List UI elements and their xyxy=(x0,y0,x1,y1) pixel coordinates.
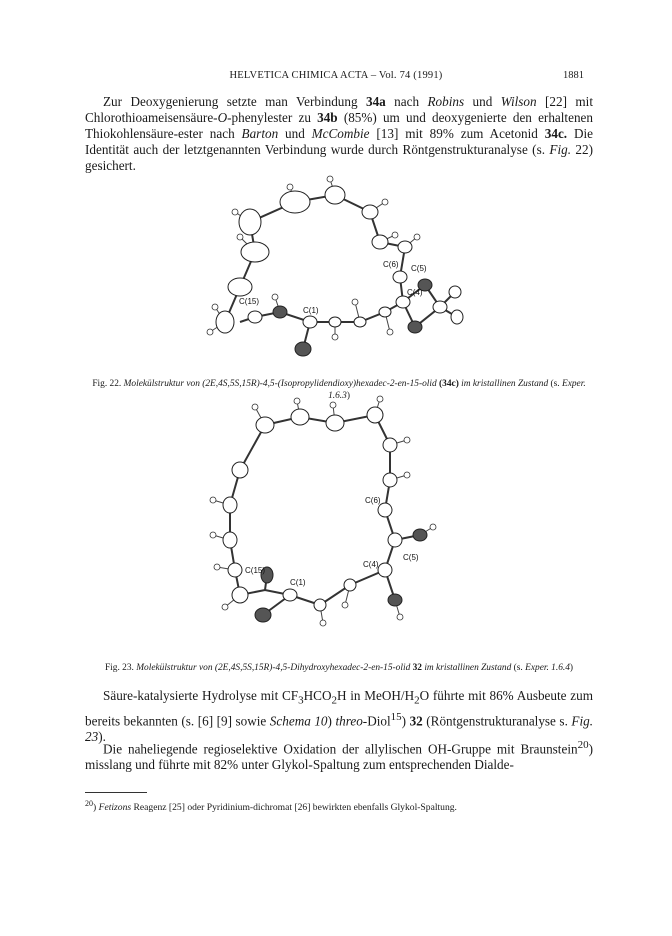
journal-running-title: HELVETICA CHIMICA ACTA – Vol. 74 (1991) xyxy=(229,70,443,81)
figure-23-molecular-structure xyxy=(185,395,505,650)
fig22-label-c6: C(6) xyxy=(383,260,399,269)
fig23-label-c4: C(4) xyxy=(363,560,379,569)
fig23-atoms xyxy=(223,407,427,622)
fig22-label-c4: C(4) xyxy=(407,288,423,297)
fig23-label-c6: C(6) xyxy=(365,496,381,505)
fig22-label-c1: C(1) xyxy=(303,306,319,315)
figure-23-caption: Fig. 23. Molekülstruktur von (2E,4S,5S,15R)-4,5-Dihydroxyhexadec-2-en-15-olid 32 im kristallinen Zustand (s. Exper. 1.6.4) xyxy=(104,663,574,673)
footnote-20: $^{20}$) Fetizons Reagenz [25] oder Pyridinium-dichromat [26] bewirkten ebenfalls Glykol-Spaltung. xyxy=(85,799,457,814)
figure-22-molecular-structure xyxy=(185,167,495,367)
paragraph-hydrolysis: Säure-katalysierte Hydrolyse mit $CF_3HCO_2H$ in MeOH/$H_2O$ führte mit 86% Ausbeute zum bereits bekannten (s. [6] [9] sowie Schema 10) threo-Diol$^{15}$) 32 (Röntgenstrukturanalyse s. Fig. 23). xyxy=(85,688,594,745)
fig23-label-c15: C(15) xyxy=(245,566,266,575)
fig23-label-c5: C(5) xyxy=(403,553,419,562)
page-number: 1881 xyxy=(563,70,584,81)
figure-22-caption: Fig. 22. Molekülstruktur von (2E,4S,5S,15R)-4,5-(Isopropylidendioxy)hexadec-2-en-15-olid (34c) im kristallinen Zustand (s. Exper. 1.6.3) xyxy=(92,379,586,401)
fig23-label-c1: C(1) xyxy=(290,578,306,587)
paragraph-deoxygenation: Zur Deoxygenierung setzte man Verbindung 34a nach Robins und Wilson [22] mit Chlorothioameisensäure-O-phenylester zu 34b (85%) um und deoxygenierte den erhaltenen Thiokohlensäure-ester nach Barton und McCombie [13] mit 89% zum Acetonid 34c. Die Identität auch der letztgenannten Verbindung wurde durch Röntgenstrukturanalyse (s. Fig. 22) gesichert. xyxy=(85,94,593,173)
running-header xyxy=(0,70,672,84)
paragraph-oxidation: Die naheliegende regioselektive Oxidation der allylischen OH-Gruppe mit Braunstein$^{20}$) misslang und führte mit 82% unter Glykol-Spaltung zum entsprechenden Dialde- xyxy=(85,739,593,773)
fig22-label-c15: C(15) xyxy=(239,297,260,306)
fig22-label-c5: C(5) xyxy=(411,264,427,273)
footnote-rule xyxy=(85,792,147,793)
